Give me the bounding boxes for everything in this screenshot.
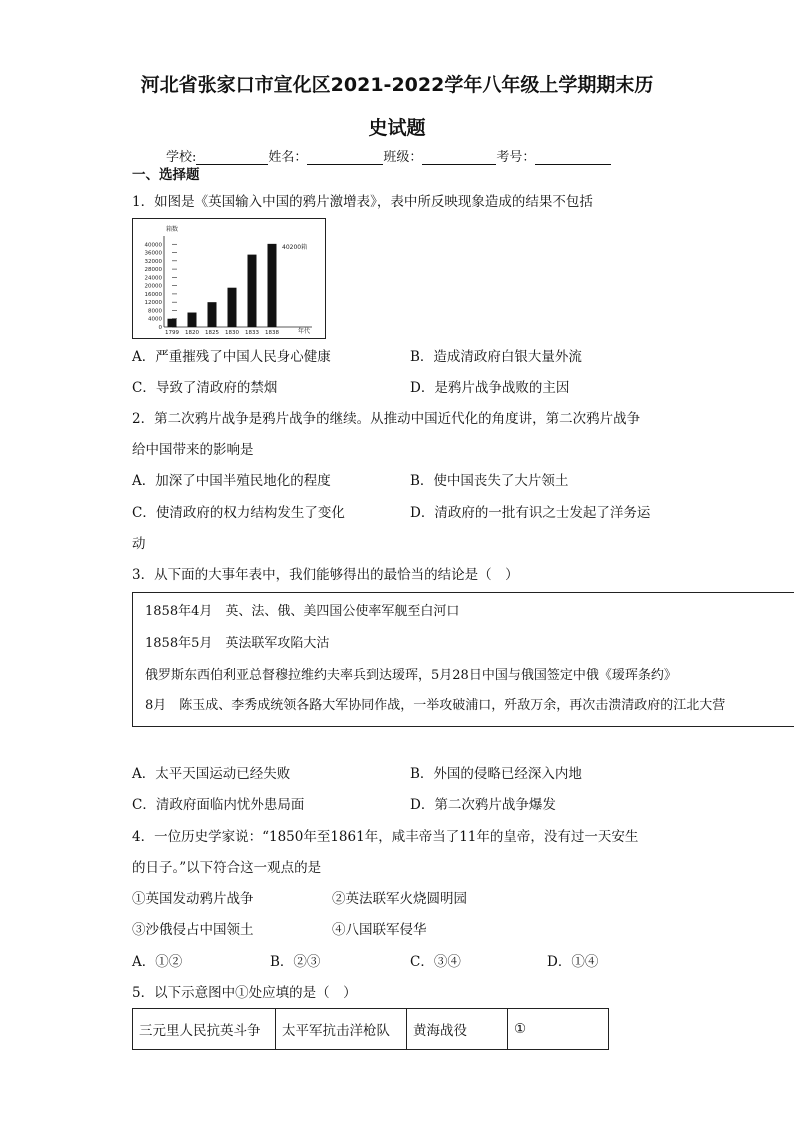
name-blank bbox=[307, 150, 383, 165]
y-tick-label: 16000 bbox=[144, 291, 162, 298]
q2-option-b: B．使中国丧失了大片领土 bbox=[410, 473, 569, 489]
y-tick-label: 32000 bbox=[144, 258, 162, 265]
y-tick-label: 40000 bbox=[144, 242, 162, 249]
opium-chart bbox=[132, 218, 326, 339]
school-label: 学校: bbox=[166, 150, 197, 165]
bar-1830 bbox=[228, 288, 237, 327]
y-tick-label: 0 bbox=[158, 325, 162, 331]
timeline-row: 8月 陈玉成、李秀成统领各路大军协同作战，一举攻破浦口，歼敌万余，再次击溃清政府的江北大营 bbox=[145, 698, 726, 713]
page-title-line2: 史试题 bbox=[368, 117, 426, 139]
q4-option-a: A．①② bbox=[132, 954, 183, 970]
q2-option-d: D．清政府的一批有识之士发起了洋务运 bbox=[410, 505, 651, 521]
q2-stem-line1: 2．第二次鸦片战争是鸦片战争的继续。从推动中国近代化的角度讲，第二次鸦片战争 bbox=[132, 411, 641, 427]
q4-item-4: ④八国联军侵华 bbox=[332, 922, 427, 938]
student-info bbox=[166, 146, 611, 165]
timeline-row: 俄罗斯东西伯利亚总督穆拉维约夫率兵到达瑷珲，5月28日中国与俄国签定中俄《瑷珲条约》 bbox=[145, 668, 677, 683]
bar-1838 bbox=[268, 244, 277, 327]
x-axis-label: 年代 bbox=[298, 328, 311, 335]
x-tick-label: 1799 bbox=[165, 330, 179, 336]
q3-option-b: B．外国的侵略已经深入内地 bbox=[410, 766, 582, 782]
q4-option-b: B．②③ bbox=[270, 954, 321, 970]
q5-stem: 5．以下示意图中①处应填的是（ ） bbox=[132, 985, 357, 1001]
q4-item-3: ③沙俄侵占中国领土 bbox=[132, 922, 254, 938]
class-blank bbox=[422, 150, 496, 165]
q5-diagram-table bbox=[132, 1008, 609, 1050]
q2-option-d-cont: 动 bbox=[132, 536, 146, 552]
bar-1820 bbox=[188, 313, 197, 327]
q4-item-1: ①英国发动鸦片战争 bbox=[132, 891, 254, 907]
y-tick-label: 24000 bbox=[144, 275, 162, 282]
q3-option-d: D．第二次鸦片战争爆发 bbox=[410, 797, 556, 813]
y-tick-label: 12000 bbox=[144, 300, 162, 307]
y-tick-label: 4000 bbox=[148, 316, 162, 323]
q1-option-c: C．导致了清政府的禁烟 bbox=[132, 380, 278, 396]
page-title-line1: 河北省张家口市宣化区2021-2022学年八年级上学期期末历 bbox=[140, 74, 654, 96]
q5-cell: 黄海战役 bbox=[407, 1009, 508, 1050]
y-axis-label: 箱数 bbox=[166, 226, 179, 233]
q4-option-c: C．③④ bbox=[410, 954, 461, 970]
q2-option-a: A．加深了中国半殖民地化的程度 bbox=[132, 473, 331, 489]
y-tick-label: 8000 bbox=[148, 308, 162, 315]
q5-cell: 太平军抗击洋枪队 bbox=[276, 1009, 407, 1050]
x-tick-label: 1838 bbox=[265, 330, 279, 336]
q3-option-c: C．清政府面临内忧外患局面 bbox=[132, 797, 305, 813]
x-tick-label: 1833 bbox=[245, 330, 259, 336]
name-label: 姓名： bbox=[268, 150, 308, 165]
q4-stem-line1: 4．一位历史学家说：“1850年至1861年，咸丰帝当了11年的皇帝，没有过一天安生 bbox=[132, 829, 639, 845]
q1-option-d: D．是鸦片战争战败的主因 bbox=[410, 380, 570, 396]
q1-option-b: B．造成清政府白银大量外流 bbox=[410, 349, 582, 365]
section-heading: 一、选择题 bbox=[132, 167, 200, 183]
bar-annotation: 40200箱 bbox=[282, 244, 308, 251]
y-tick-label: 28000 bbox=[144, 267, 162, 274]
q5-cell-blank: ① bbox=[508, 1009, 609, 1050]
bar-1825 bbox=[208, 302, 217, 327]
q5-cell: 三元里人民抗英斗争 bbox=[133, 1009, 276, 1050]
timeline-row: 1858年4月 英、法、俄、美四国公使率军舰至白河口 bbox=[145, 604, 460, 619]
q2-option-c: C．使清政府的权力结构发生了变化 bbox=[132, 505, 345, 521]
number-label: 考号： bbox=[496, 150, 536, 165]
q4-option-d: D．①④ bbox=[547, 954, 599, 970]
q2-stem-line2: 给中国带来的影响是 bbox=[132, 442, 254, 458]
q3-stem: 3．从下面的大事年表中，我们能够得出的最恰当的结论是（ ） bbox=[132, 567, 519, 583]
q3-option-a: A．太平天国运动已经失败 bbox=[132, 766, 291, 782]
y-tick-label: 20000 bbox=[144, 283, 162, 290]
q4-item-2: ②英法联军火烧圆明园 bbox=[332, 891, 467, 907]
class-label: 班级： bbox=[383, 150, 423, 165]
school-blank bbox=[196, 150, 268, 165]
x-tick-label: 1825 bbox=[205, 330, 219, 336]
q1-stem: 1．如图是《英国输入中国的鸦片激增表》，表中所反映现象造成的结果不包括 bbox=[132, 194, 593, 210]
bar-1833 bbox=[248, 255, 257, 327]
q1-option-a: A．严重摧残了中国人民身心健康 bbox=[132, 349, 331, 365]
bar-1799 bbox=[168, 319, 177, 327]
q4-stem-line2: 的日子。”以下符合这一观点的是 bbox=[132, 860, 322, 876]
x-tick-label: 1830 bbox=[225, 330, 239, 336]
number-blank bbox=[535, 150, 611, 165]
q3-timeline-box bbox=[132, 592, 794, 727]
y-tick-label: 36000 bbox=[144, 250, 162, 257]
x-tick-label: 1820 bbox=[185, 330, 199, 336]
timeline-row: 1858年5月 英法联军攻陷大沽 bbox=[145, 636, 330, 651]
